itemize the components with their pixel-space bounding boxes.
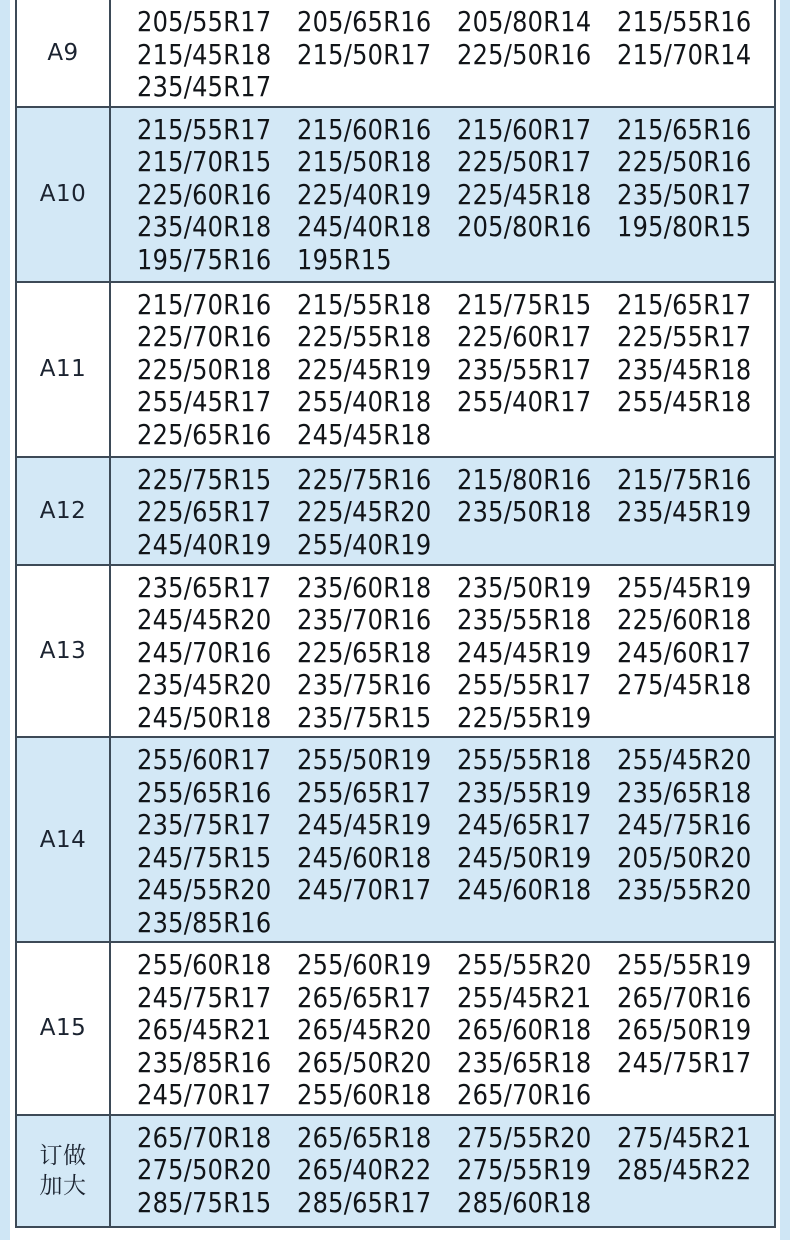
tire-size: 255/50R19 [297,743,432,776]
tire-size: 275/45R21 [617,1120,752,1154]
tire-size: 255/60R18 [137,948,272,981]
model-label: A9 [47,39,79,66]
tire-size: 225/50R17 [457,145,592,178]
model-cell [16,107,110,282]
tire-size: 235/50R17 [617,177,752,211]
sizes-cell [110,942,775,1115]
left-edge-bar [0,0,10,1240]
size-grid [137,572,774,735]
model-cell [16,457,110,565]
sizes-cell [110,1115,775,1227]
size-grid [137,289,774,452]
tire-size: 255/60R19 [297,948,432,981]
tire-size: 265/45R20 [297,1013,432,1046]
tire-size: 255/55R19 [617,948,752,981]
tire-size: 255/60R17 [137,743,272,776]
tire-size: 255/45R19 [617,570,752,604]
tire-size: 235/55R17 [457,352,592,386]
model-label: A10 [39,181,87,207]
table-row [16,565,775,738]
tire-size: 215/70R15 [137,145,272,178]
tire-size: 215/70R16 [137,287,272,321]
tire-size: 235/45R19 [617,495,752,528]
tire-size: 215/65R16 [617,112,752,146]
model-label: 订做 加大 [39,1142,87,1199]
tire-size: 205/80R14 [457,5,592,38]
tire-size: 255/45R21 [457,980,592,1014]
tire-size: 245/75R17 [617,1045,752,1079]
size-grid [137,1122,774,1220]
tire-size: 215/60R17 [457,112,592,146]
tire-size: 195/75R16 [137,242,272,276]
tire-size: 285/45R22 [617,1153,752,1186]
tire-size-table [15,0,776,1228]
table-body [16,0,775,1227]
size-grid [137,6,774,104]
tire-size: 225/55R19 [457,700,592,734]
tire-size: 235/50R18 [457,495,592,528]
tire-size: 265/50R19 [617,1013,752,1046]
tire-size: 195/80R15 [617,210,752,243]
tire-size: 265/70R16 [617,980,752,1014]
tire-size: 285/75R15 [137,1185,272,1219]
model-cell [16,1115,110,1227]
tire-size: 225/50R18 [137,352,272,386]
tire-size: 225/65R16 [137,417,272,451]
tire-size: 235/85R16 [137,1045,272,1079]
tire-size: 225/75R16 [297,462,432,496]
tire-size: 245/70R17 [297,873,432,906]
tire-size: 225/45R18 [457,177,592,211]
sizes-cell [110,457,775,565]
tire-size: 235/45R20 [137,668,272,701]
tire-size: 215/80R16 [457,462,592,496]
tire-size: 255/45R18 [617,385,752,418]
tire-size: 245/75R17 [137,980,272,1014]
tire-size: 275/55R20 [457,1120,592,1154]
sizes-cell [110,282,775,457]
model-cell [16,942,110,1115]
tire-size: 245/60R17 [617,635,752,669]
table-row [16,1115,775,1227]
tire-size: 265/65R17 [297,980,432,1014]
tire-size: 235/65R18 [617,775,752,809]
tire-size: 275/45R18 [617,668,752,701]
tire-size: 225/60R16 [137,177,272,211]
tire-size: 235/60R18 [297,570,432,604]
tire-size: 255/55R20 [457,948,592,981]
tire-size: 265/70R16 [457,1078,592,1111]
tire-size: 225/65R17 [137,495,272,528]
size-grid [137,114,774,277]
tire-size: 235/85R16 [137,905,272,939]
model-label: A11 [39,356,87,382]
tire-size: 245/55R20 [137,873,272,906]
size-grid [137,744,774,939]
tire-size: 245/60R18 [457,873,592,906]
tire-size: 225/50R16 [617,145,752,178]
tire-size: 245/40R18 [297,210,432,243]
tire-size: 215/75R15 [457,287,592,321]
tire-size: 225/55R18 [297,320,432,353]
tire-size: 215/50R17 [297,37,432,71]
tire-size: 255/65R17 [297,775,432,809]
table-row [16,737,775,942]
tire-size: 215/55R17 [137,112,272,146]
tire-size: 225/65R18 [297,635,432,669]
model-label: A12 [39,497,87,524]
tire-size: 215/55R18 [297,287,432,321]
tire-size: 205/50R20 [617,840,752,874]
tire-size: 225/60R18 [617,603,752,636]
tire-size: 225/55R17 [617,320,752,353]
tire-size: 235/75R15 [297,700,432,734]
table-row [16,107,775,282]
model-label: A13 [39,637,87,664]
sizes-cell [110,0,775,107]
tire-size: 235/55R18 [457,603,592,636]
tire-size: 235/75R17 [137,808,272,841]
model-cell [16,737,110,942]
model-label: A15 [39,1015,87,1042]
tire-size: 235/70R16 [297,603,432,636]
tire-size: 215/65R17 [617,287,752,321]
tire-size: 225/40R19 [297,177,432,211]
tire-size: 265/45R21 [137,1013,272,1046]
tire-size: 255/40R17 [457,385,592,418]
model-label: A14 [39,826,87,853]
tire-size: 225/75R15 [137,462,272,496]
tire-size: 235/45R18 [617,352,752,386]
tire-size: 245/40R19 [137,527,272,561]
sizes-cell [110,737,775,942]
table-row [16,0,775,107]
size-grid [137,464,774,562]
tire-size: 285/65R17 [297,1185,432,1219]
tire-size: 215/45R18 [137,37,272,71]
tire-size: 235/55R20 [617,873,752,906]
tire-size: 225/50R16 [457,37,592,71]
tire-size: 245/50R18 [137,700,272,734]
tire-size: 195R15 [297,242,392,276]
tire-size: 245/45R19 [297,808,432,841]
tire-size: 255/45R20 [617,743,752,776]
table-row [16,282,775,457]
tire-size: 285/60R18 [457,1185,592,1219]
tire-size: 245/75R15 [137,840,272,874]
tire-size: 245/45R18 [297,417,432,451]
model-cell [16,0,110,107]
tire-size: 245/75R16 [617,808,752,841]
tire-size: 235/65R18 [457,1045,592,1079]
tire-size: 255/40R19 [297,527,432,561]
tire-size: 245/50R19 [457,840,592,874]
model-cell [16,565,110,738]
tire-size: 265/60R18 [457,1013,592,1046]
model-cell [16,282,110,457]
tire-size: 245/70R16 [137,635,272,669]
tire-size: 235/55R19 [457,775,592,809]
tire-size: 255/60R18 [297,1078,432,1111]
tire-size: 215/70R14 [617,37,752,71]
tire-size: 265/40R22 [297,1153,432,1186]
tire-size: 275/50R20 [137,1153,272,1186]
table-row [16,457,775,565]
tire-size: 205/80R16 [457,210,592,243]
size-grid [137,949,774,1112]
tire-size: 215/50R18 [297,145,432,178]
tire-size: 255/45R17 [137,385,272,418]
tire-size: 235/40R18 [137,210,272,243]
tire-size: 245/65R17 [457,808,592,841]
tire-size: 255/55R18 [457,743,592,776]
sizes-cell [110,565,775,738]
tire-size: 235/75R16 [297,668,432,701]
tire-size: 245/70R17 [137,1078,272,1111]
tire-size: 255/65R16 [137,775,272,809]
tire-size: 225/70R16 [137,320,272,353]
tire-size: 255/55R17 [457,668,592,701]
tire-size: 235/50R19 [457,570,592,604]
tire-size: 245/60R18 [297,840,432,874]
tire-size: 205/55R17 [137,5,272,38]
tire-size: 225/45R19 [297,352,432,386]
tire-size: 235/45R17 [137,70,272,103]
tire-size: 225/60R17 [457,320,592,353]
tire-size: 225/45R20 [297,495,432,528]
tire-size: 235/65R17 [137,570,272,604]
tire-size: 215/60R16 [297,112,432,146]
tire-size: 265/65R18 [297,1120,432,1154]
tire-size: 205/65R16 [297,5,432,38]
tire-size: 265/70R18 [137,1120,272,1154]
tire-size: 245/45R20 [137,603,272,636]
tire-size: 275/55R19 [457,1153,592,1186]
table-row [16,942,775,1115]
tire-size: 255/40R18 [297,385,432,418]
sizes-cell [110,107,775,282]
tire-size: 215/75R16 [617,462,752,496]
tire-size: 265/50R20 [297,1045,432,1079]
tire-size: 215/55R16 [617,5,752,38]
right-edge-bar [780,0,790,1240]
tire-size: 245/45R19 [457,635,592,669]
